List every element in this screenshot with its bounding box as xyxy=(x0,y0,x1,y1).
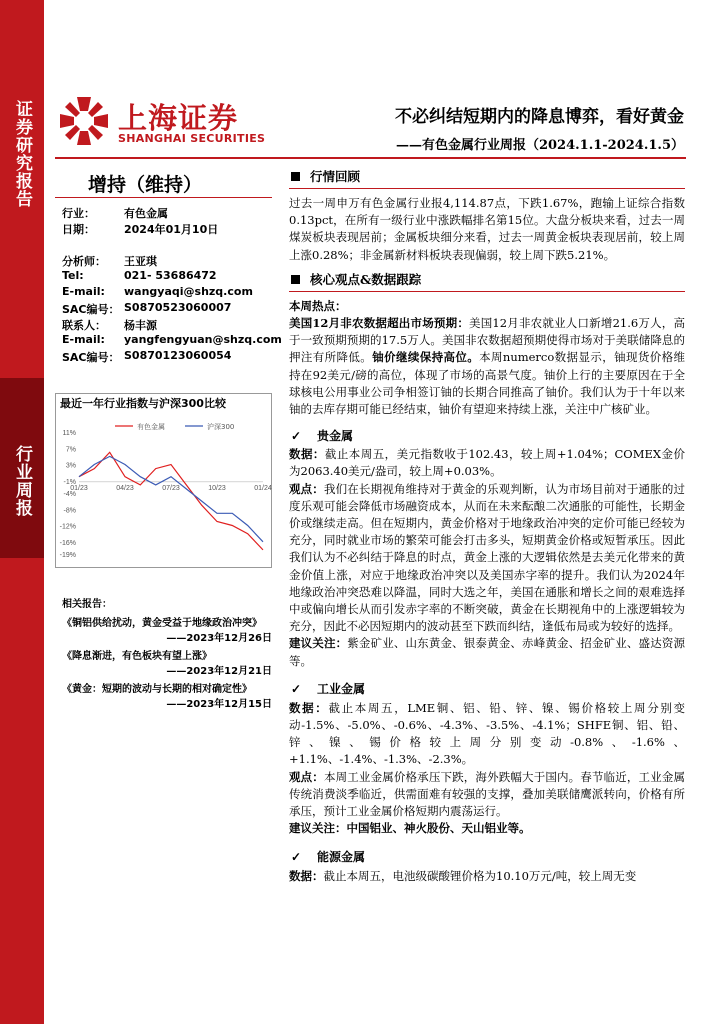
report-body xyxy=(289,165,685,885)
email-link[interactable]: yangfengyuan@shzq.com xyxy=(124,333,282,346)
base-metal-data-text: 数据：截止本周五，LME铜、铝、铅、锌、镍、锡价格较上周分别变动-1.5%、-5.0%、-0.6%、-4.3%、-3.5%、-4.1%；SHFE铜、铝、铅、锌、镍、锡价格较上周分别变动-0.8%、-1.6%、+1.1%、-1.4%、-1.3%、-2.3%。 xyxy=(289,700,685,767)
related-report-date: ——2023年12月21日 xyxy=(166,666,272,677)
brand-name-en: SHANGHAI SECURITIES xyxy=(118,132,266,145)
square-bullet-icon xyxy=(291,275,300,284)
x-tick-label: 01/24 xyxy=(254,484,272,492)
brand-logo-icon xyxy=(58,95,110,147)
legend-label: 沪深300 xyxy=(207,423,235,431)
legend-label: 有色金属 xyxy=(137,423,165,431)
contact-value: 杨丰源 xyxy=(124,319,157,332)
y-tick-label: -4% xyxy=(63,491,76,498)
report-meta xyxy=(62,205,282,365)
meta-key: 日期： xyxy=(62,223,95,236)
rating-divider xyxy=(55,197,272,198)
square-bullet-icon xyxy=(291,172,300,181)
x-tick-label: 10/23 xyxy=(208,484,226,492)
email-link[interactable]: wangyaqi@shzq.com xyxy=(124,285,253,298)
subsection-heading: ✓ 能源金属 xyxy=(289,848,685,868)
series-line xyxy=(79,456,263,541)
base-metal-view-text: 观点：本周工业金属价格承压下跌，海外跌幅大于国内。春节临近，工业金属传统消费淡季临近，供需面难有较强的支撑，叠加美联储鹰派转向，价格有所承压，预计工业金属价格短期内震荡运行。 xyxy=(289,769,686,819)
y-tick-label: -16% xyxy=(59,539,76,547)
report-subtitle: ——有色金属行业周报（2024.1.1-2024.1.5） xyxy=(395,138,684,153)
subsection-heading: ✓ 工业金属 xyxy=(289,680,685,700)
section-heading: 行情回顾 xyxy=(289,165,685,189)
hot-topics-heading: 本周热点： xyxy=(289,298,347,313)
related-heading: 相关报告： xyxy=(62,599,112,610)
sidebar-report-category: 行业周报 xyxy=(12,445,32,517)
market-review-text: 过去一周申万有色金属行业报4,114.87点，下跌1.67%，跑输上证综合指数0.13pct，在所有一级行业中涨跌幅排名第15位。大盘分板块来看，过去一周煤炭板块表现居前；金属板块细分来看，过去一周黄金板块表现居前，较上周上涨0.28%；非金属新材料板块表现偏弱，较上周下跌5.21%。 xyxy=(289,196,685,262)
check-icon: ✓ xyxy=(291,428,302,443)
brand-name-cn: 上海证券 xyxy=(118,101,239,135)
related-report-date: ——2023年12月15日 xyxy=(166,699,272,710)
related-reports xyxy=(62,597,272,715)
meta-key: 分析师： xyxy=(62,255,106,268)
report-title: 不必纠结短期内的降息博弈，看好黄金 xyxy=(395,107,684,127)
meta-key: Tel: xyxy=(62,269,84,282)
energy-metal-data-text: 数据：截止本周五，电池级碳酸锂价格为10.10万元/吨，较上周无变 xyxy=(289,868,637,883)
y-tick-label: 7% xyxy=(65,446,76,454)
series-line xyxy=(79,452,263,550)
meta-key: 行业： xyxy=(62,207,95,220)
header-divider xyxy=(55,157,686,159)
gold-focus-text: 建议关注：紫金矿业、山东黄金、银泰黄金、赤峰黄金、招金矿业、盛达资源等。 xyxy=(289,636,686,668)
related-report-date: ——2023年12月26日 xyxy=(166,633,272,644)
meta-key: E-mail: xyxy=(62,333,105,346)
date-value: 2024年01月10日 xyxy=(124,223,219,236)
rating: 增持（维持） xyxy=(88,174,203,196)
check-icon: ✓ xyxy=(291,682,302,697)
check-icon: ✓ xyxy=(291,849,302,864)
y-tick-label: 3% xyxy=(65,462,76,470)
x-tick-label: 07/23 xyxy=(162,484,180,492)
y-tick-label: -8% xyxy=(63,507,76,515)
meta-key: 联系人： xyxy=(62,319,106,332)
y-tick-label: -12% xyxy=(59,523,76,531)
related-report-link[interactable]: 《黄金：短期的波动与长期的相对确定性》 xyxy=(62,684,252,695)
subsection-heading: ✓ 贵金属 xyxy=(289,426,685,446)
index-comparison-chart xyxy=(55,418,272,566)
tel-value: 021- 53686472 xyxy=(124,269,217,282)
section-heading: 核心观点&数据跟踪 xyxy=(289,268,685,292)
sidebar-report-type: 证券研究报告 xyxy=(12,100,32,208)
analyst-value: 王亚琪 xyxy=(124,255,157,268)
industry-value: 有色金属 xyxy=(124,207,168,220)
meta-key: E-mail: xyxy=(62,285,105,298)
related-report-link[interactable]: 《铜铝供给扰动，黄金受益于地缘政治冲突》 xyxy=(62,618,262,629)
chart-title: 最近一年行业指数与沪深300比较 xyxy=(60,397,226,410)
base-metal-focus-text: 建议关注：中国铝业、神火股份、天山铝业等。 xyxy=(289,821,531,836)
gold-view-text: 观点：我们在长期视角维持对于黄金的乐观判断，认为市场目前对于通胀的过度乐观可能会降低市场融资成本，从而在未来酝酿二次通胀的可能性，长期金价或继续走高。但在短期内，黄金价格对于地缘政治冲突的定价可能已经较为充分，同时就业市场的繁荣可能会打击多头，短期黄金价格或短暂承压。因此我们认为不必纠结于降息的时点，黄金上涨的大逻辑依然是去美元化带来的黄金价值上涨，对应于地缘政治冲突以及美国赤字率的提升。我们认为2024年地缘政治冲突恐难以降温，同时大选之年，美国在通胀和增长之间的艰难选择中或偏向增长从而引发赤字率的不断突破，黄金在长期视角中的上涨逻辑较为充分，因此不必因短期内的波动甚至下跌而纠结，逢低布局或为较好的选择。 xyxy=(289,481,686,634)
y-tick-label: 11% xyxy=(62,430,76,437)
y-tick-label: -1% xyxy=(63,478,76,486)
sac-value: S0870123060054 xyxy=(124,349,232,362)
x-tick-label: 04/23 xyxy=(116,484,134,492)
gold-data-text: 数据：截止本周五，美元指数收于102.43，较上周+1.04%；COMEX金价为2063.40美元/盎司，较上周+0.03%。 xyxy=(289,447,686,479)
meta-key: SAC编号： xyxy=(62,303,120,316)
related-report-link[interactable]: 《降息渐进，有色板块有望上涨》 xyxy=(62,651,212,662)
sac-value: S0870523060007 xyxy=(124,301,232,314)
y-tick-label: -19% xyxy=(59,552,76,559)
x-tick-label: 01/23 xyxy=(70,484,88,492)
hot-topics-text: 美国12月非农数据超出市场预期：美国12月非农就业人口新增21.6万人，高于一致预期预期的17.5万人。美国非农数据超预期使得市场对于美联储降息的押注有所降低。铀价继续保持高位。本周numerco数据显示，铀现货价格维持在92美元/磅的高位，体现了市场的高景气度。铀价上行的主要原因在于全球核电公用事业公司争相签订铀的长期合同推高了铀价。我们认为于十年以来铀的去库存期可能已经结束，铀价有望迎来持续上涨，关注中广核矿业。 xyxy=(289,316,686,417)
meta-key: SAC编号： xyxy=(62,351,120,364)
